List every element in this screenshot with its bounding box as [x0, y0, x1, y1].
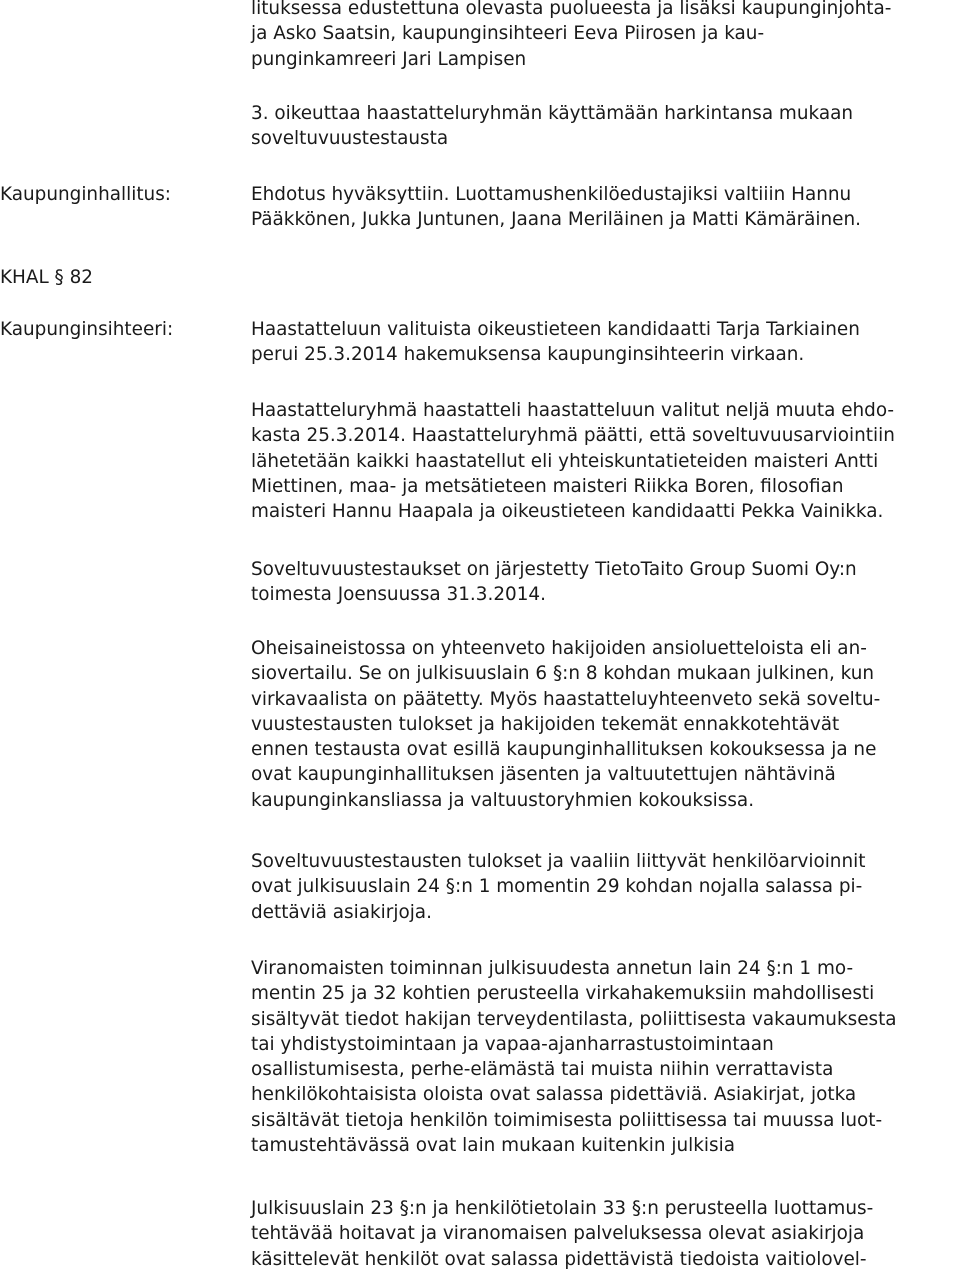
text-line: Haastatteluryhmä haastatteli haastatteluun valitut neljä muuta ehdo- [251, 400, 895, 421]
text-line: osallistumisesta, perhe-elämästä tai muista niihin verrattavista [251, 1059, 834, 1081]
paragraph-1 [251, 317, 956, 368]
intro-paragraph [251, 0, 956, 72]
text-line: Haastatteluun valituista oikeustieteen kandidaatti Tarja Tarkiainen [251, 319, 860, 340]
text-line: sisältävät tietoja henkilön toimimisesta poliittisessa tai muussa luot- [251, 1109, 883, 1131]
text-line: punginkamreeri Jari Lampisen [251, 48, 527, 70]
text-line: tai yhdistystoimintaan ja vapaa-ajanharrastustoimintaan [251, 1033, 774, 1055]
text-line: virkavaalista on päätetty. Myös haastatteluyhteenveto sekä soveltu- [251, 688, 881, 710]
text-line: dettäviä asiakirjoja. [251, 901, 432, 923]
paragraph-7 [251, 1196, 956, 1272]
text-line: lähetetään kaikki haastatellut eli yhteiskuntatieteiden maisteri Antti [251, 450, 879, 472]
text-line: 3. oikeuttaa haastatteluryhmän käyttämään harkintansa mukaan [251, 103, 854, 124]
text-line: Ehdotus hyväksyttiin. Luottamushenkilöedustajiksi valtiiin Hannu [251, 184, 852, 205]
text-line: sisältyvät tiedot hakijan terveydentilasta, poliittisesta vakaumuksesta [251, 1008, 897, 1030]
text-line: Viranomaisten toiminnan julkisuudesta annetun lain 24 §:n 1 mo- [251, 958, 854, 979]
item-3-paragraph [251, 101, 956, 152]
text-line: ja Asko Saatsin, kaupunginsihteeri Eeva Piirosen ja kau- [251, 23, 765, 45]
text-line: toimesta Joensuussa 31.3.2014. [251, 584, 546, 606]
text-line: ovat julkisuuslain 24 §:n 1 momentin 29 kohdan nojalla salassa pi- [251, 876, 863, 898]
paragraph-4 [251, 636, 956, 813]
kaupunginhallitus-decision [251, 182, 956, 233]
khal-section-label: KHAL § 82 [0, 267, 94, 288]
text-line: Soveltuvuustestaukset on järjestetty TietoTaito Group Suomi Oy:n [251, 559, 857, 580]
paragraph-6 [251, 956, 956, 1158]
text-line: lituksessa edustettuna olevasta puolueesta ja lisäksi kaupunginjohta- [251, 0, 892, 19]
paragraph-3 [251, 557, 956, 608]
text-line: soveltuvuustestausta [251, 128, 449, 150]
text-line: Miettinen, maa- ja metsätieteen maisteri Riikka Boren, filosofian [251, 475, 844, 497]
text-line: Julkisuuslain 23 §:n ja henkilötietolain 33 §:n perusteella luottamus- [251, 1198, 874, 1219]
paragraph-5 [251, 849, 956, 925]
text-line: henkilökohtaisista oloista ovat salassa pidettäviä. Asiakirjat, jotka [251, 1084, 857, 1106]
paragraph-2 [251, 398, 956, 524]
text-line: mentin 25 ja 32 kohtien perusteella virkahakemuksiin mahdollisesti [251, 983, 875, 1005]
text-line: Soveltuvuustestausten tulokset ja vaaliin liittyvät henkilöarvioinnit [251, 851, 866, 872]
text-line: siovertailu. Se on julkisuuslain 6 §:n 8 kohdan mukaan julkinen, kun [251, 663, 875, 685]
kaupunginhallitus-label: Kaupunginhallitus: [0, 184, 171, 205]
text-line: käsittelevät henkilöt ovat salassa pidettävistä tiedoista vaitiolovel- [251, 1248, 867, 1270]
text-line: perui 25.3.2014 hakemuksensa kaupunginsihteerin virkaan. [251, 344, 805, 366]
text-line: ennen testausta ovat esillä kaupunginhallituksen kokouksessa ja ne [251, 739, 877, 761]
text-line: ovat kaupunginhallituksen jäsenten ja valtuutettujen nähtävinä [251, 764, 836, 786]
text-line: Oheisaineistossa on yhteenveto hakijoiden ansioluetteloista eli an- [251, 638, 867, 659]
text-line: Pääkkönen, Jukka Juntunen, Jaana Meriläinen ja Matti Kämäräinen. [251, 209, 861, 231]
text-line: vuustestausten tulokset ja hakijoiden tekemät ennakkotehtävät [251, 713, 840, 735]
text-line: kaupunginkansliassa ja valtuustoryhmien kokouksissa. [251, 789, 755, 811]
text-line: maisteri Hannu Haapala ja oikeustieteen kandidaatti Pekka Vainikka. [251, 501, 884, 523]
text-line: tehtävää hoitavat ja viranomaisen palveluksessa olevat asiakirjoja [251, 1223, 865, 1245]
kaupunginsihteeri-label: Kaupunginsihteeri: [0, 319, 174, 340]
text-line: kasta 25.3.2014. Haastatteluryhmä päätti, että soveltuvuusarviointiin [251, 425, 895, 447]
text-line: tamustehtävässä ovat lain mukaan kuitenkin julkisia [251, 1135, 736, 1157]
